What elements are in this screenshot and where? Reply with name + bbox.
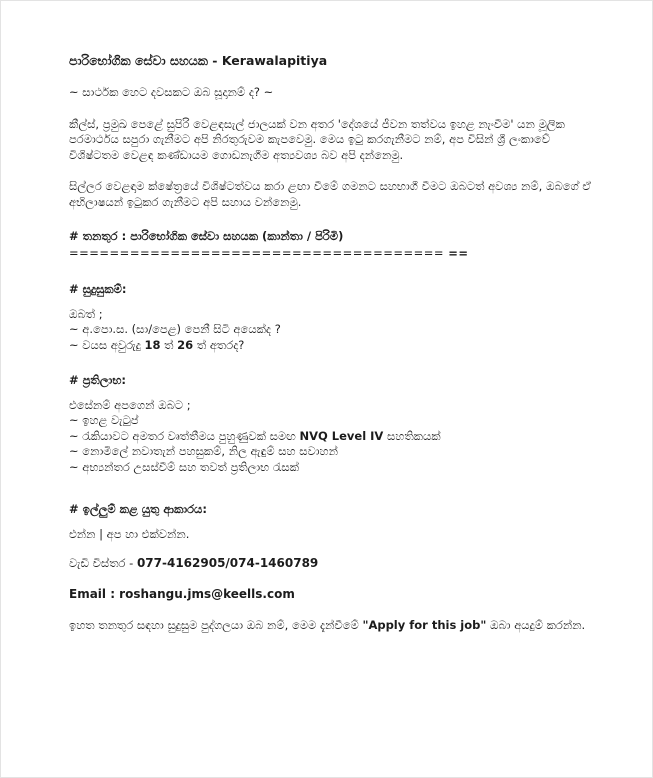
position-heading: # තනතුර : පාරිභෝගික සේවා සහයක (කාන්තා / පිරිමි) <box>69 229 344 243</box>
nvq-text-pre: ~ රැකියාවට අමතර වෘත්තීමය පුහුණුවක් සමඟ <box>69 428 300 443</box>
benefit-item-nvq <box>69 429 598 445</box>
intro-paragraph-1: කීල්ස්, ප්‍රමුඛ පෙළේ සුපිරි වෙළඳසැල් ජාලයක් වන අතර 'දේශයේ ජීවන තත්වය ඉහළ නැංවීම' යන මූලික පරමාර්ථය සපුරා ගැනීමට අපි නිරතුරුවම කැපවෙමු. මෙය ඉටු කරගැනීමට නම්, අප විසින් ශ්‍රී ලංකාවේ විශිෂ්ටතම වෙළඳ කණ්ඩායම ගොඩනැගීම අත්‍යවශ්‍ය බව අපි දන්නෙමු. <box>69 116 565 162</box>
phone-line <box>69 556 598 572</box>
qualifications-lead: ඔබත් ; <box>69 306 103 321</box>
phone-label: වැඩි විස්තර - <box>69 556 137 570</box>
nvq-text-post: සහතිකයක් <box>383 428 441 443</box>
divider-equals: ===================================== <box>69 245 445 260</box>
qualification-item-age <box>69 338 598 354</box>
divider-tail: == <box>448 245 469 260</box>
footer-text-post: ඔබා අයදුම් කරන්න. <box>486 618 586 632</box>
benefit-item-salary: ~ ඉහළ වැටුප් <box>69 413 139 427</box>
divider-line <box>69 246 598 262</box>
age-text-pre: ~ වයස අවුරුදු <box>69 337 145 352</box>
age-text-mid: ත් <box>160 337 178 352</box>
email-line: Email : roshangu.jms@keells.com <box>69 586 295 601</box>
age-min: 18 <box>144 337 161 352</box>
age-max: 26 <box>177 337 194 352</box>
job-title: පාරිභෝගික සේවා සහයක - Kerawalapitiya <box>69 53 328 68</box>
apply-heading: # ඉල්ලුම් කළ යුතු ආකාරය: <box>69 502 207 516</box>
tagline: ~ සාර්ථක හෙට දවසකට ඔබ සූදානම් ද? ~ <box>69 85 274 99</box>
intro-paragraph-2: සිල්ලර වෙළඳාම ක්ෂේත්‍රයේ විශිෂ්ටත්වය කරා ළඟා වීමේ ගමනට සහභාගී වීමට ඔබටත් අවශ්‍ය නම්, ඔබගේ ඒ අභිලාෂයන් ඉටුකර ගැනීමට අපි සහාය වන්නෙමු. <box>69 179 591 209</box>
cta-line: එන්න | අප හා එක්වන්න. <box>69 526 190 541</box>
benefits-lead: එසේනම් අපගෙන් ඔබට ; <box>69 397 191 412</box>
qualifications-heading: # සුදුසුකම්: <box>69 282 127 296</box>
footer-text-pre: ඉහත තනතුර සඳහා සුදුසුම පුද්ගලයා ඔබ නම්, මෙම දැන්වීමේ <box>69 618 363 632</box>
age-text-post: ත් අතරද? <box>193 337 245 352</box>
nvq-level: NVQ Level IV <box>299 428 384 443</box>
benefit-item-accommodation: ~ නොමිලේ නවාතැන් පහසුකම්, නිල ඇඳුම් සහ සවාහන් <box>69 444 338 458</box>
apply-instruction <box>69 618 598 634</box>
benefit-item-promotions: ~ අභ්‍යන්තර උසස්වීම් සහ තවත් ප්‍රතිලාභ රැසක් <box>69 459 299 474</box>
phone-numbers: 077-4162905/074-1460789 <box>136 556 319 570</box>
benefits-heading: # ප්‍රතිලාභ: <box>69 373 126 387</box>
apply-for-this-job-label: "Apply for this job" <box>362 618 487 632</box>
qualification-item-ol: ~ අ.පො.ස. (සා/පෙළ) පෙනී සිටි අයෙක්ද ? <box>69 322 281 336</box>
